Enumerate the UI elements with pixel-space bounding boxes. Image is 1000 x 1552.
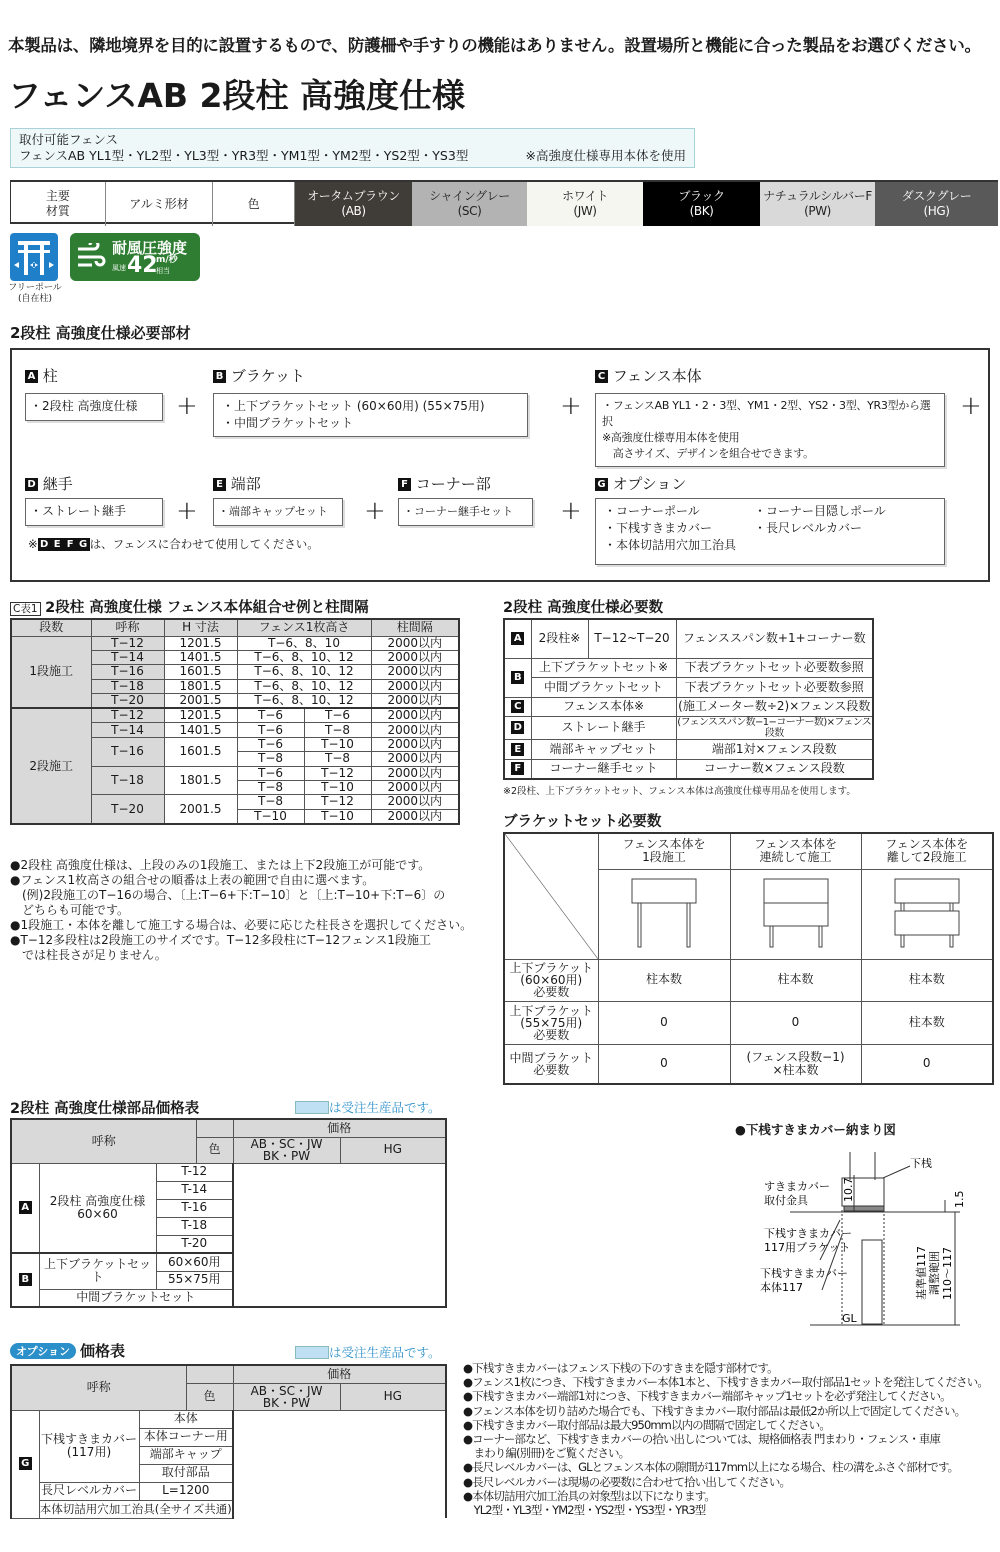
part-e-box: ・端部キャップセット [213,498,343,526]
note-line: ●1段施工・本体を離して施工する場合は、必要に応じた柱長さを選択してください。 [10,918,473,932]
table-cell: T−14 [91,650,164,664]
table-cell: T−8 [237,795,304,809]
table-cell: 0 [598,1001,730,1044]
legend-swatch [295,1346,329,1359]
table-cell: 2000以内 [371,766,459,780]
need-row [504,717,873,740]
wind-unit: m/秒 [156,255,178,265]
table-cell: T−20 [91,694,164,709]
table-cell: 0 [730,1001,861,1044]
option-table-title: オプション 価格表 [10,1340,125,1361]
label-body-2: 本体117 [760,1281,803,1294]
letter-badge: D [511,721,524,734]
table-cell: 1201.5 [164,636,237,650]
price-table: 呼称 価格 色 AB・SC・JW BK・PW HG A 2段柱 高強度仕様 60×60 T-12 T-14 T-16 T-18 T-20 B 上下ブラケットセット 60×60用 55×75用 中間ブラケットセット [10,1118,447,1308]
table-cell: T−8 [304,723,371,737]
label-fitting-2: 取付金具 [764,1194,808,1207]
note-line: ●フェンス1枚につき、下桟すきまカバー本体1本と、下桟すきまカバー取付部品1セットを発注してください。 [463,1375,988,1390]
table-cell: T−6、8、10、12 [237,694,371,709]
table-cell: T−12 [91,636,164,650]
note-line: ●2段柱 高強度仕様は、上段のみの1段施工、または上下2段施工が可能です。 [10,858,431,872]
part-d-box: ・ストレート継手 [25,498,163,526]
c-table-tag: C表1 [10,602,41,616]
table-cell: 2000以内 [371,636,459,650]
table-cell: T−10 [304,809,371,824]
table-cell: 2000以内 [371,679,459,693]
table-cell: 2000以内 [371,650,459,664]
plus-sign: + [176,496,198,526]
table-cell: 柱本数 [861,959,993,1001]
note-line: ●コーナー部など、下桟すきまカバーの拾い出しについては、規格価格表 門まわり・フェンス・車庫 [463,1432,941,1447]
table-cell: 2000以内 [371,752,459,766]
table-cell: T−8 [237,752,304,766]
plus-sign: + [560,391,582,421]
need-table [503,618,874,780]
table-cell: T−6 [237,723,304,737]
table-cell: 0 [598,1044,730,1084]
need-row-b1: B 上下ブラケットセット※ 下表ブラケットセット必要数参照 [504,658,873,678]
label-gl: GL [842,1312,857,1325]
free-pole-icon [10,233,58,281]
note-line: では柱長さが足りません。 [10,948,167,962]
part-b-box: ・上下ブラケットセット (60×60用) (55×75用) ・中間ブラケットセット [213,393,528,437]
table-cell: T−6、8、10、12 [237,650,371,664]
table-cell: T−6、8、10、12 [237,679,371,693]
table-cell: T−10 [304,781,371,795]
part-a-label: A 柱 [25,365,58,386]
table-cell: 1801.5 [164,766,237,795]
bracket-row [504,1001,993,1044]
table-cell: 1801.5 [164,679,237,693]
letter-badge: G [595,478,608,491]
table-cell: 2000以内 [371,723,459,737]
table-cell: T−12 [304,795,371,809]
made-to-order-legend: は受注生産品です。 [295,1343,441,1361]
table-cell: 2000以内 [371,781,459,795]
table-cell: 2001.5 [164,795,237,824]
table-cell: 1401.5 [164,650,237,664]
table-cell [504,697,531,717]
part-b-label: B ブラケット [213,365,305,386]
table-cell: コーナー数×フェンス段数 [676,759,873,779]
wind-resistance-badge [70,233,200,281]
table-cell: T−6、8、10 [237,636,371,650]
part-c-label: C フェンス本体 [595,365,702,386]
dim-1-5: 1.5 [953,1190,966,1208]
part-f-box: ・コーナー継手セット [398,498,533,526]
need-row [504,759,873,779]
table-cell: T−16 [91,665,164,679]
table-cell: T−6 [237,737,304,751]
table-cell: フェンス本体※ [531,697,676,717]
dim-standard: 基準値117 [915,1246,928,1300]
table-cell: T−6 [304,708,371,723]
bracket-table: フェンス本体を 1段施工 フェンス本体を 連続して施工 フェンス本体を 離して2段施工 上下ブラケット (60×60用) 必要数 柱本数 柱本数 柱本数 上下ブラケット (55×75用) 必要数 0 0 柱本数 中間ブラケット 必要数 0 (フェンス段数−1) ×柱本数 0 [503,832,994,1085]
wind-prefix: 風速 [112,264,126,272]
c-table: 段数 呼称 H 寸法 フェンス1枚高さ 柱間隔 1段施工 T−12 1201.5 T−6、8、10 2000以内 T−14 1401.5 T−6、8、10、12 2000以内 T−16 1601.5 T−6、8、10、12 2000以内 T−18 1801.5 T−6、8、10、12 2000以内 T−20 2001.5 T−6、8、10、12 2000以内 2段施工 T−12 1201.5 T−6 T−6 2000以内 T−14 1401.5 T−6 T−8 2000以内 T−16 1601.5 T−6 T−10 2000以内 T−8 T−8 2000以内 T−18 1801.5 T−6 T−12 2000以内 T−8 T−10 2000以内 T−20 2001.5 T−8 T−12 2000以内 T−10 T−10 2000以内 [10,618,460,825]
safety-notice: 本製品は、隣地境界を目的に設置するもので、防護柵や手すりの機能はありません。設置場所と機能に合った製品をお選びください。 [8,36,981,55]
note-line: ●フェンス1枚高さの組合せの順番は上表の範囲で自由に選べます。 [10,873,375,887]
note-line: ●下桟すきまカバー取付部品は最大950mm以内の間隔で固定してください。 [463,1417,830,1432]
parts-note: ※ D E F G は、フェンスに合わせて使用してください。 [28,537,319,551]
diagonal-cell [504,833,598,959]
dim-range-label: 調整範囲 [928,1251,941,1295]
letter-badge: A [25,370,38,383]
plus-sign: + [560,496,582,526]
letter-badge: C [595,370,608,383]
table-cell: 2000以内 [371,665,459,679]
bracket-table-title: ブラケットセット必要数 [503,814,662,830]
wind-value: 42 [127,253,158,278]
color-swatch: オータムブラウン (AB) [295,182,412,226]
table-cell: 1201.5 [164,708,237,723]
table-cell: 1601.5 [164,737,237,766]
dim-10-7: 10.7 [842,1177,855,1202]
plus-sign: + [960,391,982,421]
option-tag: オプション [10,1343,76,1359]
table-cell: 端部キャップセット [531,740,676,760]
note-line: ●下桟すきまカバー端部1対につき、下桟すきまカバー端部キャップ1セットを必ず発注してください。 [463,1389,951,1404]
dim-range: 110〜117 [941,1247,954,1300]
table-cell: 2000以内 [371,694,459,709]
need-table-wrap [503,618,983,797]
table-cell: T−18 [91,766,164,795]
table-cell: 1段施工 [11,636,91,708]
compatible-note: ※高強度仕様専用本体を使用 [525,148,686,163]
price-table-title: 2段柱 高強度仕様部品価格表 [10,1101,200,1117]
free-pole-label: フリーポール (自在柱) [8,283,62,304]
note-line: (例)2段施工のT−16の場合、〔上:T−6+下:T−10〕と〔上:T−10+下:T−6〕の [10,888,446,902]
need-row [504,697,873,717]
need-row-a: A 2段柱※ T−12~T−20 フェンススパン数+1+コーナー数 [504,619,873,658]
compatible-fences-box [10,128,695,168]
table-cell: T−16 [91,737,164,766]
need-table-title: 2段柱 高強度仕様必要数 [503,600,664,616]
continuous-tier-illustration [730,869,861,959]
table-row [11,708,459,723]
need-footnote: ※2段柱、上下ブラケットセット、フェンス本体は高強度仕様専用品を使用します。 [503,785,856,797]
note-line: ●長尺レベルカバーは、GLとフェンス本体の隙間が117mm以上になる場合、柱の溝をふさぐ部材です。 [463,1460,959,1475]
color-swatch: シャイングレー (SC) [412,182,527,226]
need-row-b2: 中間ブラケットセット 下表ブラケットセット必要数参照 [504,678,873,698]
letter-badge: E [213,478,226,491]
note-line: YL2型・YL3型・YM2型・YS2型・YS3型・YR3型 [463,1503,706,1518]
table-cell: 中間ブラケット 必要数 [504,1044,598,1084]
table-cell: 柱本数 [730,959,861,1001]
label-fitting-1: すきまカバー [764,1180,830,1193]
table-cell: T−8 [304,752,371,766]
part-e-label: E 端部 [213,473,261,494]
part-f-label: F コーナー部 [398,473,491,494]
table-cell: 1601.5 [164,665,237,679]
note-line: ●フェンス本体を切り詰めた場合でも、下桟すきまカバー取付部品は最低2か所以上で固定してください。 [463,1403,966,1418]
note-line: ●下桟すきまカバーはフェンス下桟の下のすきまを隠す部材です。 [463,1361,778,1375]
note-line: ●本体切詰用穴加工治具の対象型は以下になります。 [463,1488,716,1503]
part-a-box: ・2段柱 高強度仕様 [25,393,163,421]
table-cell: 2001.5 [164,694,237,709]
color-swatch: ブラック (BK) [643,182,760,226]
label-body-1: 下桟すきまカバー [760,1267,848,1280]
table-cell [504,759,531,779]
letter-badge: F [511,762,524,775]
label-bracket-1: 下桟すきまカバー [764,1227,852,1240]
table-cell: T−6、8、10、12 [237,665,371,679]
need-row [504,740,873,760]
table-cell: (フェンス段数−1) ×柱本数 [730,1044,861,1084]
letter-badge: D [25,478,38,491]
table-cell [504,740,531,760]
table-cell: T−20 [91,795,164,824]
table-cell [504,717,531,740]
table-cell: T−10 [237,809,304,824]
table-cell: T−12 [91,708,164,723]
table-cell: T−8 [237,781,304,795]
compatible-label: 取付可能フェンス [19,132,119,147]
table-cell: T−6 [237,766,304,780]
material-color-row [10,180,998,224]
table-cell: 上下ブラケット (60×60用) 必要数 [504,959,598,1001]
part-c-box: ・フェンスAB YL1・2・3型、YM1・2型、YS2・3型、YR3型から選択 ※高強度仕様専用本体を使用 高さサイズ、デザインを組合せできます。 [595,393,945,467]
page-title: フェンスAB 2段柱 高強度仕様 [8,76,465,115]
note-line: ●T−12多段柱は2段施工のサイズです。T−12多段柱にT−12フェンス1段施工 [10,933,431,947]
letter-badge: F [398,478,411,491]
table-cell: コーナー継手セット [531,759,676,779]
table-cell: T−12 [304,766,371,780]
table-cell: 端部1対×フェンス段数 [676,740,873,760]
made-to-order-legend: は受注生産品です。 [295,1098,441,1116]
wind-icon [76,243,106,271]
table-cell: 0 [861,1044,993,1084]
part-d-label: D 継手 [25,473,73,494]
color-swatch: ナチュラルシルバーF (PW) [760,182,875,226]
diagram-title: ●下桟すきまカバー納まり図 [735,1122,896,1137]
table-cell: 2000以内 [371,708,459,723]
letter-badge: E [511,743,524,756]
table-cell: (施工メーター数÷2)×フェンス段数 [676,697,873,717]
table-cell: 柱本数 [861,1001,993,1044]
table-cell: T−10 [304,737,371,751]
legend-swatch [295,1101,329,1114]
plus-sign: + [364,496,386,526]
table-cell: T−14 [91,723,164,737]
single-tier-illustration [598,869,730,959]
color-swatch: ホワイト (JW) [527,182,643,226]
note-line: まわり編(別冊)をご覧ください。 [463,1446,630,1461]
part-g-label: G オプション [595,473,686,494]
c-table-notes [10,858,495,963]
table-row [11,636,459,650]
parts-section-title: 2段柱 高強度仕様必要部材 [10,324,191,342]
label-bracket-2: 117用ブラケット [764,1241,851,1254]
table-cell: 1401.5 [164,723,237,737]
plus-sign: + [176,391,198,421]
table-cell: 上下ブラケット (55×75用) 必要数 [504,1001,598,1044]
wind-suffix: 相当 [156,267,170,275]
table-cell: 2000以内 [371,737,459,751]
option-price-table: 呼称 価格 色 AB・SC・JW BK・PW HG G 下桟すきまカバー (117用) 本体 本体コーナー用 端部キャップ 取付部品 長尺レベルカバー L=1200 本体切詰用穴加工治具(全サイズ共通) [10,1364,447,1519]
color-swatch: ダスクグレー (HG) [875,182,998,226]
table-cell: T−6 [237,708,304,723]
table-cell: 柱本数 [598,959,730,1001]
letter-badge: B [213,370,226,383]
note-line: ●長尺レベルカバーは現場の必要数に合わせて拾い出してください。 [463,1474,791,1489]
material-label: 主要 材質 [11,182,106,226]
note-line: どちらも可能です。 [10,903,130,917]
letter-badge: C [511,700,524,713]
table-cell: T−18 [91,679,164,693]
material-value: アルミ形材 [106,182,214,226]
table-cell: ストレート継手 [531,717,676,740]
label-bottom-rail: 下桟 [910,1157,932,1170]
table-cell: 2000以内 [371,795,459,809]
compatible-list: フェンスAB YL1型・YL2型・YL3型・YR3型・YM1型・YM2型・YS2型・YS3型 [19,148,469,163]
c-table-title: C表1 2段柱 高強度仕様 フェンス本体組合せ例と柱間隔 [10,596,369,617]
option-notes [463,1361,998,1517]
table-cell: (フェンススパン数−1−コーナー数)×フェンス段数 [677,717,872,739]
part-g-box: ・コーナーポール ・コーナー目隠しポール ・下桟すきまカバー ・長尺レベルカバー ・本体切詰用穴加工治具 [595,498,945,565]
separated-tier-illustration [861,869,993,959]
bracket-row [504,1044,993,1084]
table-cell: 2000以内 [371,809,459,824]
bracket-row [504,959,993,1001]
gap-cover-diagram [750,1140,990,1330]
color-label: 色 [213,182,295,226]
wind-title: 耐風圧強度 [112,239,188,257]
table-cell: 2段施工 [11,708,91,824]
